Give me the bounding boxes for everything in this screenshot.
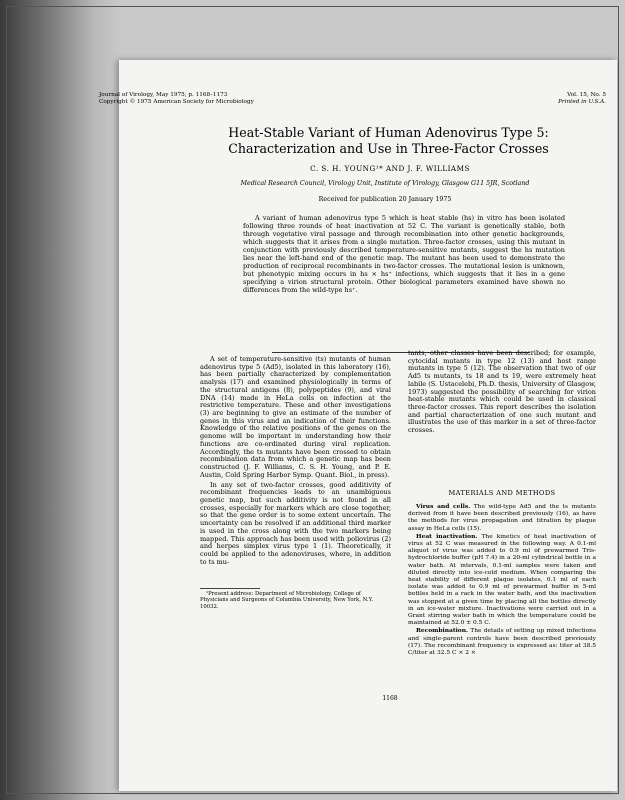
journal-header xyxy=(99,92,339,106)
methods-paragraph xyxy=(408,503,596,533)
copyright-line: Copyright © 1975 American Society for Microbiology xyxy=(99,99,254,105)
volume-header xyxy=(516,92,606,106)
methods-subheading: Recombination. xyxy=(416,627,469,635)
section-heading: MATERIALS AND METHODS xyxy=(448,489,556,497)
page-number: 1168 xyxy=(382,695,398,702)
methods-subheading: Virus and cells. xyxy=(416,503,471,510)
footnote: ¹Present address: Department of Microbiology, College of Physicians and Surgeons of Columbia University, New York, N.Y. 10032. xyxy=(200,591,374,610)
methods-paragraph xyxy=(408,533,596,628)
methods-text: The wild-type Ad5 and the ts mutants derived from it have been described previously (16), as have the methods for virus propagation and titration by plaque assay in HeLa cells (15). xyxy=(408,504,597,532)
abstract: A variant of human adenovirus type 5 which is heat stable (hs) in vitro has been isolated following three rounds of heat inactivation at 52 C. The variant is genetically stable, both through vegetative viral passage and through recombination into other genetic backgrounds, which suggests that it arises from a single mutation. Three-factor crosses, using this mutant in conjunction with previously described temperature-sensitive mutants, suggest the hs mutation lies near the left-hand end of the genetic map. The mutant has been used to demonstrate the production of reciprocal recombinants in two-factor crosses. The mutational lesion is unknown, but phenotypic mixing occurs in hs × hs⁺ infections, which suggests that it lies in a gene specifying a virion structural protein. Other biological parameters examined have shown no differences from the wild-type hs⁺. xyxy=(243,214,565,295)
methods-text: The kinetics of heat inactivation of virus at 52 C was measured in the following way. A 0.1-ml aliquot of virus was added to 0.9 ml of prewarmed Tris-hydrochloride buffer (pH 7.4) in a 20-ml cylindrical bottle in a water bath. At intervals, 0.1-ml samples were taken and diluted directly into ice-cold medium. When comparing the heat stability of different plaque isolates, 0.1 ml of each isolate was added to 0.9 ml of prewarmed buffer in 5-ml bottles held in a rack in the water bath, and the inactivation was stopped at a given time by placing all the bottles directly in an ice-water mixture. Inactivations were carried out in a Grant stirring water bath in which the temperature could be maintained at 52.0 ± 0.5 C. xyxy=(408,533,596,627)
right-column xyxy=(408,350,596,435)
received-date: Received for publication 20 January 1975 xyxy=(318,196,452,203)
intro-paragraph-1: A set of temperature-sensitive (ts) mutants of human adenovirus type 5 (Ad5), isolated in this laboratory (16), has been partially characterized by complementation analysis (17) and examined physiologically in terms of the structural antigens (8), polypeptides (9), and viral DNA (14) made in HeLa cells on infection at the restrictive temperature. These and other investigations (3) are beginning to give an estimate of the number of genes in this virus and an indication of their functions. Knowledge of the relative positions of the genes on the genome will be important in understanding how their functions are co-ordinated during viral replication. Accordingly, the ts mutants have been crossed to obtain recombination data from which a genetic map has been constructed (J. F. Williams, C. S. H. Young, and P. E. Austin, Cold Spring Harbor Symp. Quant. Biol., in press). xyxy=(200,355,391,479)
intro-paragraph-2: In any set of two-factor crosses, good additivity of recombinant frequencies leads to an unambiguous genetic map, but such additivity is not found in all crosses, especially for markers which are close together, so that the gene order is to some extent uncertain. The uncertainty can be resolved if an additional third marker is used in the cross along with the two markers being mapped. This approach has been used with poliovirus (2) and herpes simplex virus type 1 (1). Theoretically, it could be applied to the adenoviruses, where, in addition to ts mu- xyxy=(200,480,391,566)
left-column xyxy=(200,356,391,566)
article-title: Heat-Stable Variant of Human Adenovirus Type 5: Characterization and Use in Three-Factor Crosses xyxy=(228,125,549,156)
printed-in: Printed in U.S.A. xyxy=(558,99,606,105)
volume-number: Vol. 15, No. 5 xyxy=(567,92,606,98)
journal-citation: Journal of Virology, May 1975, p. 1168–1173 xyxy=(99,92,228,98)
methods-section xyxy=(408,503,596,657)
methods-text: The details of setting up mixed infections and single-parent controls have been described previously (17). The recombinant frequency is expressed as: titer at 38.5 C/titer at 32.5 C × 2 × xyxy=(408,628,596,657)
methods-paragraph xyxy=(408,627,596,657)
author-affiliation: Medical Research Council, Virology Unit, Institute of Virology, Glasgow G11 5JR, Scotland xyxy=(240,180,530,187)
footnote-divider xyxy=(200,588,260,589)
methods-subheading: Heat inactivation. xyxy=(416,532,478,540)
article-authors: C. S. H. YOUNG¹* AND J. F. WILLIAMS xyxy=(310,164,470,173)
intro-paragraph-3: tants, other classes have been described; for example, cytocidal mutants in type 12 (13) and host range mutants in type 5 (12). The observation that two of our Ad5 ts mutants, ts 18 and ts 19, were extremely heat labile (S. Ustacelebi, Ph.D. thesis, University of Glasgow, 1973) suggested the possibility of searching for virion heat-stable mutants which could be used in classical three-factor crosses. This report describes the isolation and partial characterization of one such mutant and illustrates the use of this marker in a set of three-factor crosses. xyxy=(408,349,596,435)
